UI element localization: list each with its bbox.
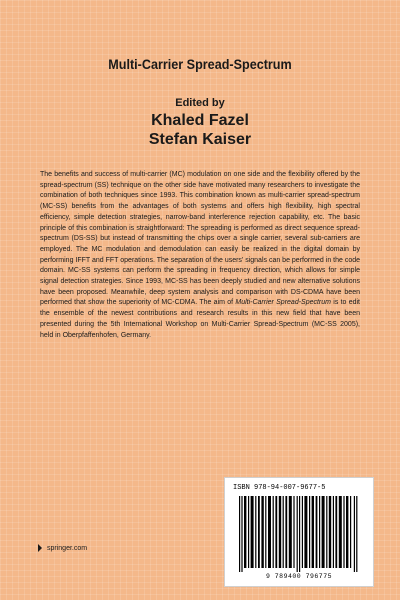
book-title: Multi-Carrier Spread-Spectrum <box>108 56 292 72</box>
blurb-paragraph <box>40 170 360 341</box>
blurb-book-title-italic: Multi-Carrier Spread-Spectrum <box>235 299 331 307</box>
blurb-text-part-1: The benefits and success of multi-carrier (MC) modulation on one side and the flexibility offered by the spread-spectrum (SS) technique on the other side have motivated many researchers to investigate the combination of both techniques since 1993. This combination known as multi-carrier spread-spectrum (MC-SS) benefits from the advantages of both systems and offers high flexibility, high spectral efficiency, simple detection strategies, narrow-band interference rejection capability, etc. The basic principle of this combination is straightforward: The spreading is performed as direct sequence spread-spectrum (DS-SS) but instead of transmitting the chips over a single carrier, several sub-carriers are employed. The MC modulation and demodulation can easily be realized in the digital domain by performing IFFT and FFT operations. The separation of the users' signals can be performed in the code domain. MC-SS systems can perform the spreading in frequency direction, which allows for simple signal detection strategies. Since 1993, MC-SS has been deeply studied and new alternative solutions have been proposed. Meanwhile, deep system analysis and comparison with DS-CDMA have been performed that show the superiority of MC-CDMA. The aim of <box>40 171 361 307</box>
chevron-right-icon <box>37 544 43 552</box>
isbn-label: ISBN 978-94-007-9677-5 <box>233 484 326 492</box>
barcode-box <box>224 477 374 587</box>
editor-name-1: Khaled Fazel <box>151 112 249 129</box>
edited-by-label: Edited by <box>175 97 225 109</box>
editor-name-2: Stefan Kaiser <box>148 131 252 148</box>
publisher-link[interactable] <box>37 544 87 552</box>
blurb-text-part-2: is to edit the ensemble of the newest contributions and research results in this new field that have been presented during the 5th International Workshop on Multi-Carrier Spread-Spectrum (MC-SS 2005), held in Oberpfaffenhofen, Germany. <box>40 299 361 339</box>
publisher-url: springer.com <box>47 544 88 552</box>
barcode-icon <box>237 496 361 572</box>
barcode-digits: 9 789400 796775 <box>265 573 332 580</box>
